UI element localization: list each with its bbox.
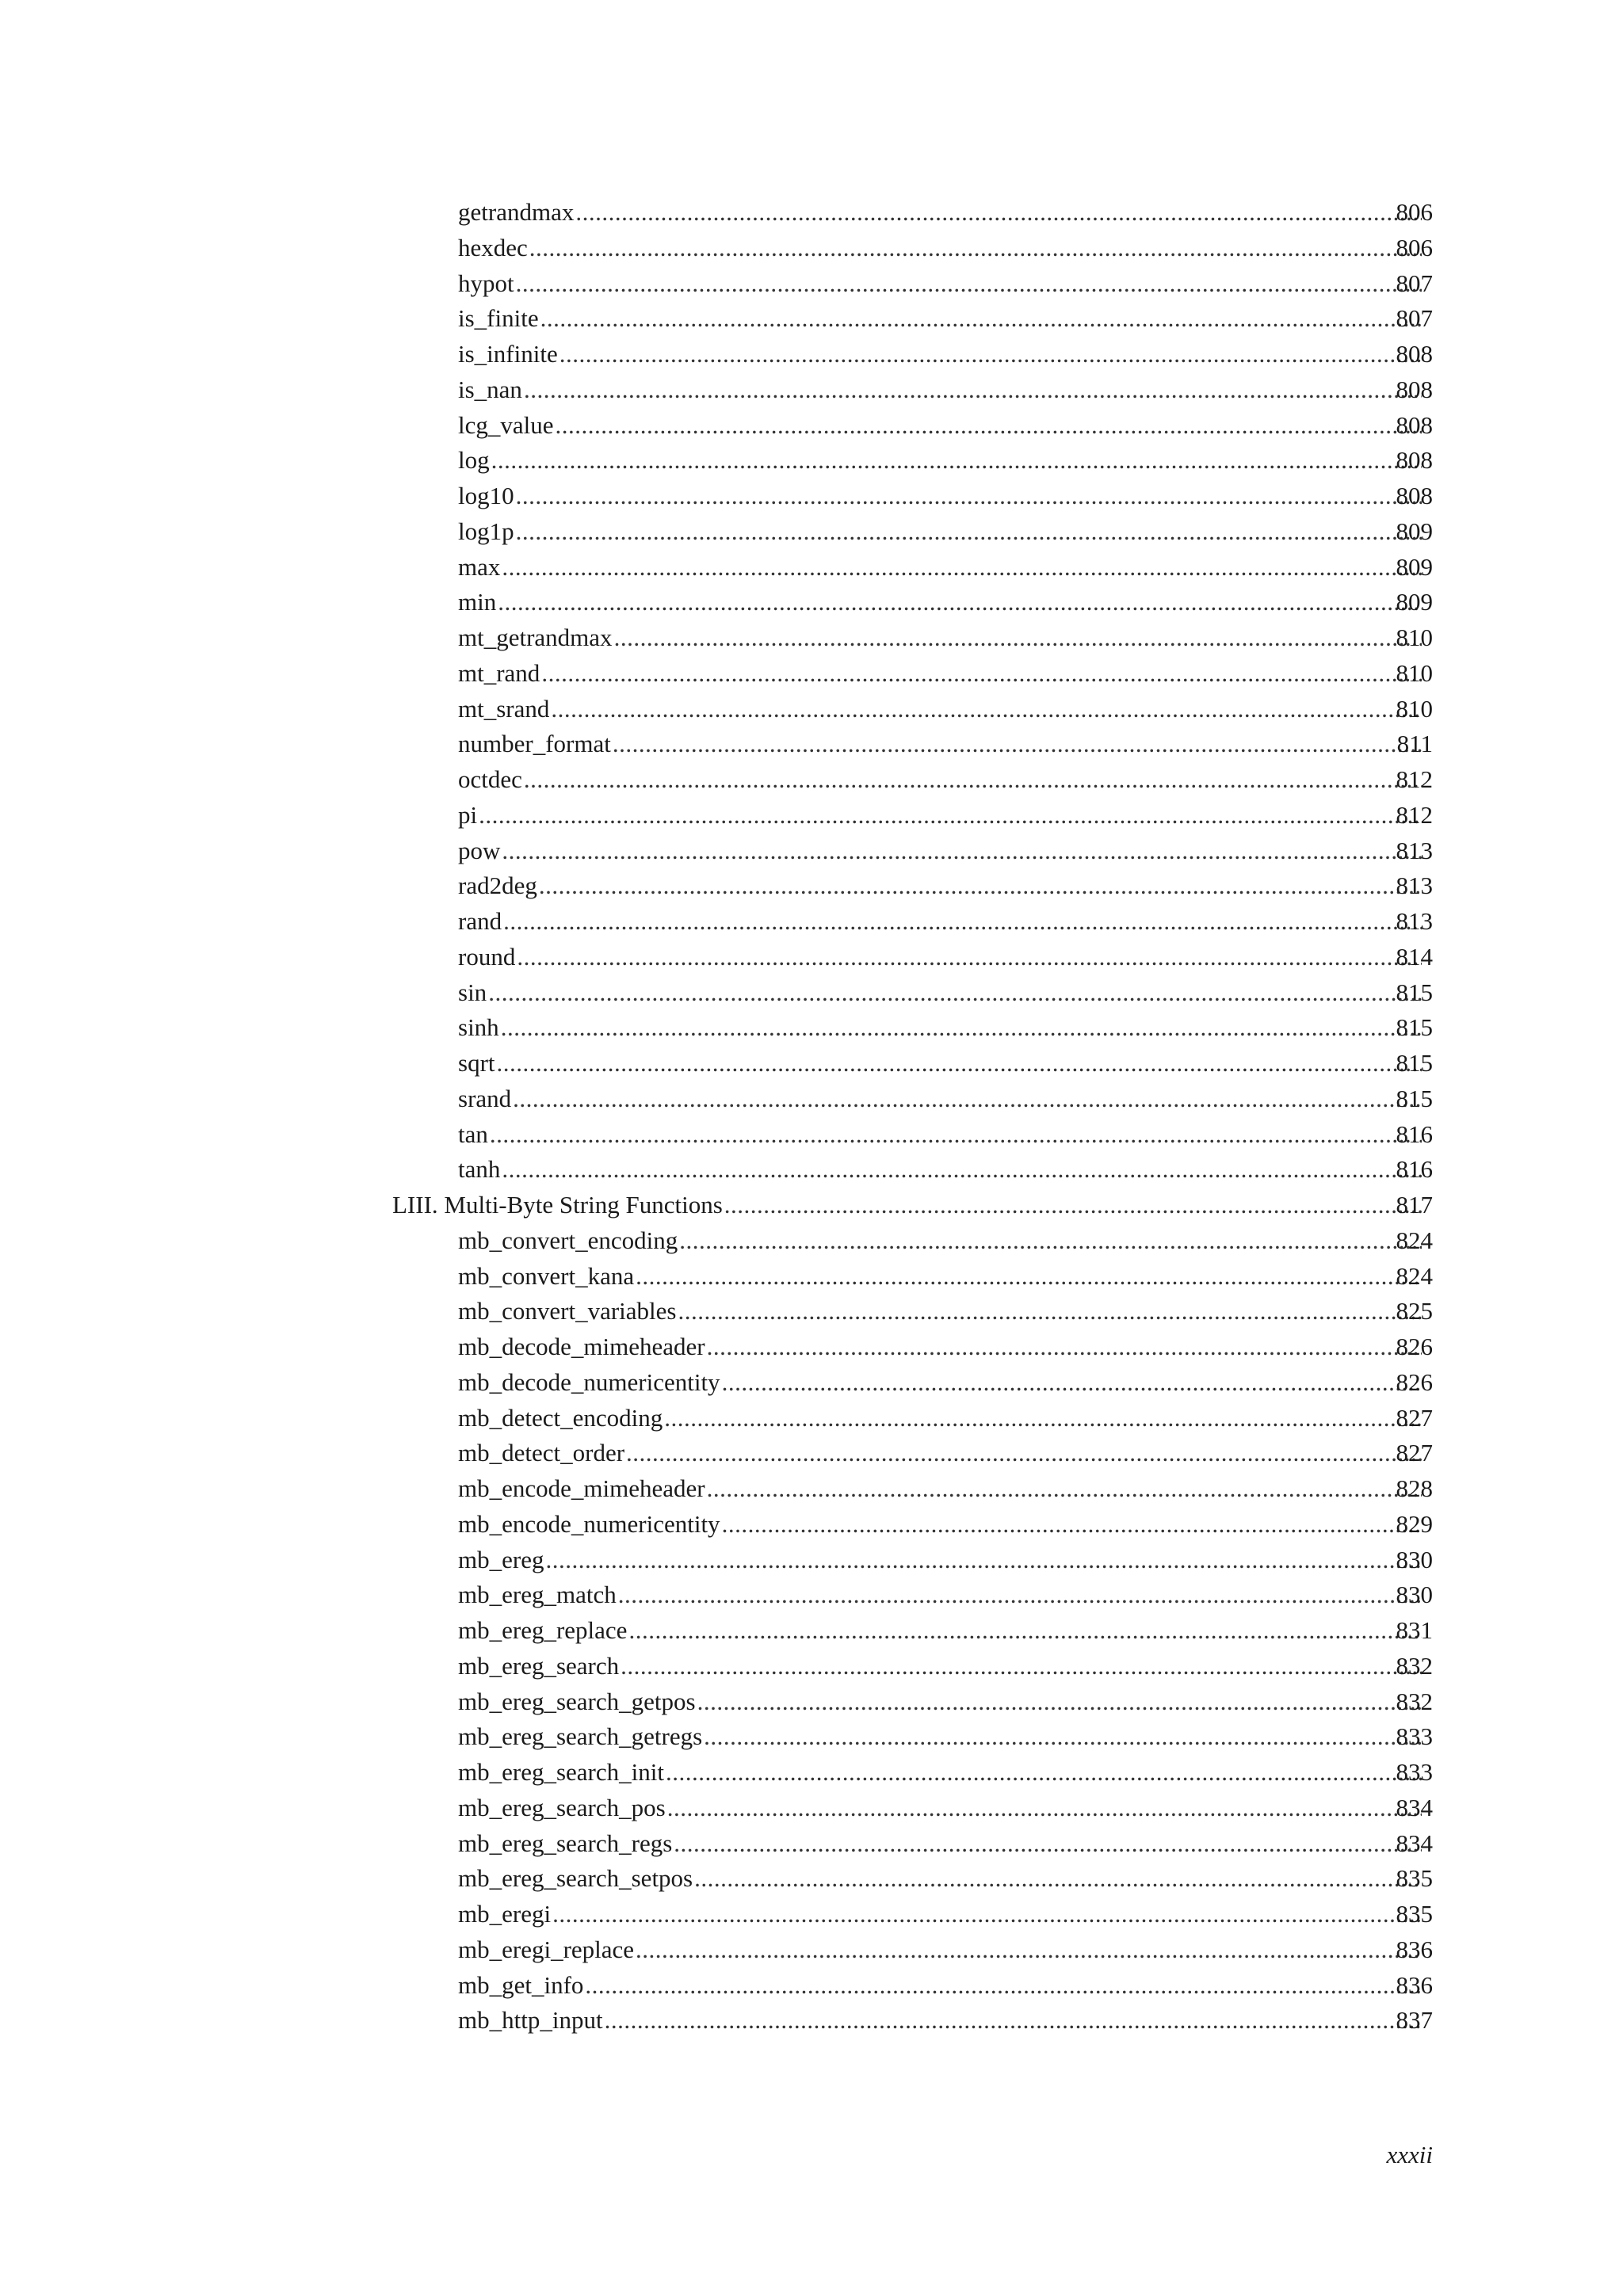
- toc-entry-title-row: [458, 904, 1425, 940]
- toc-entry-label: mb_ereg_search: [458, 1651, 620, 1680]
- dot-leader: [704, 1719, 1422, 1755]
- toc-entry-title-row: [458, 479, 1425, 514]
- toc-entry-label: mb_ereg_search_setpos: [458, 1864, 693, 1893]
- toc-entry-page-number: 832: [1396, 1651, 1433, 1680]
- toc-entry[interactable]: [0, 514, 1623, 550]
- toc-entry-label: mb_ereg: [458, 1545, 544, 1573]
- dot-leader: [539, 868, 1422, 904]
- toc-entry-page-number: 807: [1396, 304, 1433, 333]
- toc-entry-title-row: [458, 868, 1425, 904]
- toc-entry-title-row: [458, 692, 1425, 727]
- toc-entry-label: mb_detect_encoding: [458, 1403, 663, 1432]
- toc-entry-page-number: 828: [1396, 1474, 1433, 1502]
- toc-entry-label: mb_ereg_search_regs: [458, 1829, 673, 1857]
- toc-entry[interactable]: [0, 585, 1623, 620]
- toc-entry-label: mb_convert_encoding: [458, 1226, 678, 1254]
- toc-entry-label: mb_ereg_search_pos: [458, 1793, 666, 1821]
- toc-entry-label: mb_ereg_match: [458, 1581, 617, 1609]
- toc-entry-page-number: 824: [1396, 1261, 1433, 1290]
- toc-entry-title-row: [458, 266, 1425, 302]
- toc-entry-page-number: 811: [1396, 730, 1433, 758]
- toc-entry-label: mt_getrandmax: [458, 624, 613, 651]
- toc-entry-page-number: 836: [1396, 1970, 1433, 1999]
- toc-entry[interactable]: [0, 727, 1623, 762]
- dot-leader: [694, 1861, 1422, 1897]
- toc-entry[interactable]: [0, 904, 1623, 940]
- toc-entry-label: round: [458, 942, 516, 971]
- toc-entry-page-number: 825: [1396, 1297, 1433, 1325]
- toc-entry-page-number: 808: [1396, 482, 1433, 509]
- toc-entry-title-row: [458, 1968, 1425, 2004]
- toc-entry-title-row: [458, 656, 1425, 692]
- toc-entry-title-row: [458, 1152, 1425, 1188]
- toc-entry-page-number: 827: [1396, 1403, 1433, 1432]
- dot-leader: [621, 1649, 1422, 1684]
- toc-entry-title-row: [458, 585, 1425, 620]
- dot-leader: [556, 408, 1422, 444]
- toc-entry[interactable]: [0, 1791, 1623, 1826]
- dot-leader: [614, 620, 1422, 656]
- toc-entry-label: mb_eregi: [458, 1900, 552, 1928]
- toc-entry-title-row: [458, 1259, 1425, 1295]
- toc-entry-title-row: [458, 1046, 1425, 1081]
- toc-entry-title-row: [458, 940, 1425, 975]
- toc-entry[interactable]: [0, 1010, 1623, 1046]
- dot-leader: [524, 372, 1422, 408]
- toc-entry[interactable]: [0, 372, 1623, 408]
- toc-entry[interactable]: [0, 833, 1623, 869]
- dot-leader: [674, 1826, 1422, 1862]
- toc-entry[interactable]: [0, 1613, 1623, 1649]
- dot-leader: [628, 1613, 1422, 1649]
- toc-entry-page-number: 809: [1396, 552, 1433, 581]
- toc-entry[interactable]: [0, 266, 1623, 302]
- toc-entry-label: tanh: [458, 1155, 501, 1184]
- toc-entry-page-number: 813: [1396, 836, 1433, 864]
- toc-entry-label: pi: [458, 800, 478, 829]
- toc-entry-label: mb_convert_variables: [458, 1297, 677, 1325]
- dot-leader: [516, 266, 1422, 302]
- toc-entry[interactable]: [0, 868, 1623, 904]
- toc-entry[interactable]: [0, 1365, 1623, 1401]
- toc-entry[interactable]: [0, 1259, 1623, 1295]
- toc-entry[interactable]: [0, 1046, 1623, 1081]
- toc-entry-title-row: [458, 195, 1425, 231]
- toc-entry-label: sqrt: [458, 1049, 495, 1077]
- toc-entry[interactable]: [0, 940, 1623, 975]
- toc-entry-label: min: [458, 588, 497, 616]
- toc-entry[interactable]: [0, 656, 1623, 692]
- toc-entry-label: lcg_value: [458, 410, 554, 439]
- toc-entry-label: is_finite: [458, 304, 539, 333]
- toc-entry-page-number: 834: [1396, 1829, 1433, 1857]
- toc-entry-page-number: 815: [1396, 1049, 1433, 1077]
- toc-entry-page-number: 813: [1396, 871, 1433, 900]
- toc-entry-label: mb_http_input: [458, 2006, 603, 2035]
- toc-entry[interactable]: [0, 1897, 1623, 1932]
- toc-entry[interactable]: [0, 1932, 1623, 1968]
- toc-entry[interactable]: [0, 1577, 1623, 1613]
- dot-leader: [541, 656, 1422, 692]
- toc-entry-title-row: [458, 1577, 1425, 1613]
- toc-entry-label: tan: [458, 1119, 488, 1148]
- toc-entry[interactable]: [0, 620, 1623, 656]
- toc-entry-label: rand: [458, 907, 502, 935]
- toc-entry-page-number: 826: [1396, 1367, 1433, 1396]
- dot-leader: [667, 1791, 1422, 1826]
- toc-entry-page-number: 836: [1396, 1935, 1433, 1963]
- toc-entry-title-row: [458, 231, 1425, 266]
- dot-leader: [626, 1436, 1422, 1471]
- toc-entry-title-row: [458, 337, 1425, 372]
- toc-entry[interactable]: [0, 1861, 1623, 1897]
- toc-entry-label: mb_ereg_search_getpos: [458, 1687, 696, 1715]
- toc-entry-label: log: [458, 446, 490, 475]
- toc-entry-title-row: [458, 1294, 1425, 1329]
- dot-leader: [502, 833, 1422, 869]
- toc-entry[interactable]: [0, 1649, 1623, 1684]
- toc-entry[interactable]: [0, 2003, 1623, 2039]
- dot-leader: [697, 1684, 1422, 1720]
- toc-entry-page-number: 810: [1396, 658, 1433, 687]
- toc-entry-title-row: [458, 1401, 1425, 1436]
- dot-leader: [552, 1897, 1422, 1932]
- toc-entry-page-number: 815: [1396, 1084, 1433, 1112]
- toc-entry[interactable]: [0, 231, 1623, 266]
- dot-leader: [490, 1117, 1422, 1153]
- toc-entry-page-number: 815: [1396, 978, 1433, 1006]
- toc-entry-label: rad2deg: [458, 871, 537, 900]
- dot-leader: [513, 1081, 1422, 1117]
- dot-leader: [529, 231, 1422, 266]
- dot-leader: [613, 727, 1422, 762]
- dot-leader: [517, 940, 1422, 975]
- toc-entry-title-row: [458, 833, 1425, 869]
- dot-leader: [516, 514, 1422, 550]
- page-number-footer: xxxii: [1386, 2141, 1433, 2168]
- toc-entry-page-number: 810: [1396, 624, 1433, 651]
- toc-entry-title-row: [458, 975, 1425, 1011]
- dot-leader: [524, 762, 1422, 798]
- dot-leader: [516, 479, 1422, 514]
- toc-entry-label: is_infinite: [458, 340, 558, 368]
- toc-entry-label: mb_encode_mimeheader: [458, 1474, 705, 1502]
- toc-entry-page-number: 835: [1396, 1864, 1433, 1893]
- dot-leader: [491, 443, 1422, 479]
- toc-entry-page-number: 815: [1396, 1013, 1433, 1042]
- dot-leader: [540, 301, 1422, 337]
- toc-entry-label: log1p: [458, 517, 514, 545]
- dot-leader: [678, 1294, 1422, 1329]
- toc-entry-label: mb_decode_numericentity: [458, 1367, 720, 1396]
- toc-entry-title-row: [458, 1755, 1425, 1791]
- toc-entry-label: mb_eregi_replace: [458, 1935, 635, 1963]
- toc-entry-page-number: 831: [1396, 1616, 1433, 1644]
- toc-entry-page-number: 832: [1396, 1687, 1433, 1715]
- toc-entry-label: mb_get_info: [458, 1970, 584, 1999]
- toc-entry[interactable]: [0, 975, 1623, 1011]
- toc-entry-title-row: [458, 762, 1425, 798]
- toc-entry-page-number: 826: [1396, 1333, 1433, 1360]
- dot-leader: [666, 1755, 1422, 1791]
- toc-entry-page-number: 808: [1396, 375, 1433, 403]
- toc-entry-page-number: 813: [1396, 907, 1433, 935]
- dot-leader: [585, 1968, 1422, 2004]
- dot-leader: [501, 1010, 1422, 1046]
- toc-entry-label: pow: [458, 836, 501, 864]
- toc-entry[interactable]: [0, 1329, 1623, 1365]
- toc-entry-label: hypot: [458, 269, 514, 297]
- toc-entry-page-number: 817: [1396, 1191, 1433, 1219]
- toc-entry-title-row: [458, 2003, 1425, 2039]
- toc-entry-title-row: [458, 514, 1425, 550]
- toc-entry-title-row: [458, 1081, 1425, 1117]
- toc-entry-label: mb_decode_mimeheader: [458, 1333, 705, 1360]
- toc-entry[interactable]: [0, 1968, 1623, 2004]
- toc-entry-page-number: 812: [1396, 800, 1433, 829]
- toc-entry-label: number_format: [458, 730, 611, 758]
- toc-entry-page-number: 829: [1396, 1509, 1433, 1538]
- toc-entry-title-row: [392, 1188, 1425, 1223]
- toc-entry-page-number: 807: [1396, 269, 1433, 297]
- toc-entry-title-row: [458, 1507, 1425, 1543]
- toc-entry-title-row: [458, 301, 1425, 337]
- toc-entry-label: mb_ereg_search_getregs: [458, 1722, 703, 1751]
- toc-entry-page-number: 810: [1396, 694, 1433, 723]
- toc-entry[interactable]: [0, 1117, 1623, 1153]
- toc-entry-label: srand: [458, 1084, 512, 1112]
- toc-entry[interactable]: [0, 1294, 1623, 1329]
- toc-entry-page-number: 808: [1396, 446, 1433, 475]
- toc-entry-title-row: [458, 798, 1425, 833]
- dot-leader: [545, 1543, 1422, 1578]
- toc-entry[interactable]: [0, 1223, 1623, 1259]
- toc-entry[interactable]: [0, 1719, 1623, 1755]
- toc-entry[interactable]: [0, 1543, 1623, 1578]
- toc-entry-page-number: 816: [1396, 1155, 1433, 1184]
- toc-entry-page-number: 806: [1396, 198, 1433, 226]
- toc-entry-title-row: [458, 1897, 1425, 1932]
- toc-entry-label: mb_convert_kana: [458, 1261, 635, 1290]
- toc-entry-label: getrandmax: [458, 198, 575, 226]
- dot-leader: [679, 1223, 1422, 1259]
- dot-leader: [664, 1401, 1422, 1436]
- toc-entry-label: mb_detect_order: [458, 1439, 625, 1467]
- toc-entry-page-number: 809: [1396, 588, 1433, 616]
- toc-entry[interactable]: [0, 1152, 1623, 1188]
- toc-entry[interactable]: [0, 1826, 1623, 1862]
- toc-entry-title-row: [458, 1861, 1425, 1897]
- toc-entry-page-number: 812: [1396, 765, 1433, 793]
- toc-entry[interactable]: [0, 1755, 1623, 1791]
- toc-entry[interactable]: [0, 1471, 1623, 1507]
- toc-entry-label: hexdec: [458, 233, 528, 261]
- toc-entry-page-number: 837: [1396, 2006, 1433, 2035]
- toc-entry-page-number: 830: [1396, 1581, 1433, 1609]
- dot-leader: [636, 1932, 1422, 1968]
- toc-entry[interactable]: [0, 337, 1623, 372]
- dot-leader: [502, 1152, 1422, 1188]
- toc-entry[interactable]: [0, 1081, 1623, 1117]
- toc-entry-page-number: 824: [1396, 1226, 1433, 1254]
- dot-leader: [488, 975, 1422, 1011]
- toc-entry-title-row: [458, 408, 1425, 444]
- toc-entry-label: mb_encode_numericentity: [458, 1509, 720, 1538]
- toc-entry-page-number: 830: [1396, 1545, 1433, 1573]
- toc-entry-title-row: [458, 372, 1425, 408]
- toc-entry-label: sin: [458, 978, 487, 1006]
- toc-entry-title-row: [458, 550, 1425, 585]
- dot-leader: [722, 1507, 1422, 1543]
- dot-leader: [503, 904, 1422, 940]
- toc-entry-title-row: [458, 1329, 1425, 1365]
- toc-entry[interactable]: [0, 1401, 1623, 1436]
- toc-entry-title-row: [458, 1223, 1425, 1259]
- toc-entry-label: mt_rand: [458, 658, 540, 687]
- toc-entry-page-number: 834: [1396, 1793, 1433, 1821]
- toc-entry-title-row: [458, 1719, 1425, 1755]
- toc-entry[interactable]: [0, 408, 1623, 444]
- toc-entry-title-row: [458, 1684, 1425, 1720]
- toc-entry-page-number: 808: [1396, 340, 1433, 368]
- toc-entry-title-row: [458, 1117, 1425, 1153]
- toc-entry-label: is_nan: [458, 375, 522, 403]
- dot-leader: [707, 1471, 1422, 1507]
- dot-leader: [636, 1259, 1422, 1295]
- toc-entry-label: max: [458, 552, 501, 581]
- toc-entry-page-number: 806: [1396, 233, 1433, 261]
- toc-entry-title-row: [458, 1613, 1425, 1649]
- toc-entry-title-row: [458, 1826, 1425, 1862]
- toc-entry[interactable]: [0, 1436, 1623, 1471]
- dot-leader: [722, 1365, 1422, 1401]
- toc-entry-label: octdec: [458, 765, 522, 793]
- dot-leader: [498, 585, 1422, 620]
- toc-entry-page-number: 808: [1396, 410, 1433, 439]
- toc-entry-title-row: [458, 620, 1425, 656]
- toc-entry-label: LIII. Multi-Byte String Functions: [392, 1191, 723, 1219]
- toc-entry-page-number: 816: [1396, 1119, 1433, 1148]
- dot-leader: [559, 337, 1422, 372]
- toc-entry-page-number: 827: [1396, 1439, 1433, 1467]
- dot-leader: [618, 1577, 1422, 1613]
- toc-entry-title-row: [458, 1649, 1425, 1684]
- toc-entry[interactable]: [0, 195, 1623, 231]
- toc-entry[interactable]: [0, 798, 1623, 833]
- toc-entry-title-row: [458, 727, 1425, 762]
- dot-leader: [479, 798, 1422, 833]
- toc-entry[interactable]: [0, 1507, 1623, 1543]
- toc-entry-page-number: 835: [1396, 1900, 1433, 1928]
- dot-leader: [575, 195, 1422, 231]
- toc-entry-label: mb_ereg_search_init: [458, 1758, 664, 1786]
- dot-leader: [724, 1188, 1422, 1223]
- toc-entry-title-row: [458, 1436, 1425, 1471]
- toc-chapter-entry[interactable]: [0, 1188, 1623, 1223]
- toc-entry-page-number: 833: [1396, 1758, 1433, 1786]
- toc-entry-page-number: 809: [1396, 517, 1433, 545]
- dot-leader: [605, 2003, 1422, 2039]
- toc-entry-label: mt_srand: [458, 694, 550, 723]
- toc-entry[interactable]: [0, 550, 1623, 585]
- dot-leader: [707, 1329, 1422, 1365]
- dot-leader: [551, 692, 1422, 727]
- toc-entry-page-number: 833: [1396, 1722, 1433, 1751]
- toc-entry[interactable]: [0, 443, 1623, 479]
- toc-entry[interactable]: [0, 479, 1623, 514]
- toc-entry-label: sinh: [458, 1013, 499, 1042]
- toc-entry-title-row: [458, 1543, 1425, 1578]
- table-of-contents: [0, 195, 1623, 2039]
- toc-entry[interactable]: [0, 301, 1623, 337]
- toc-entry-label: log10: [458, 482, 514, 509]
- toc-entry-title-row: [458, 443, 1425, 479]
- dot-leader: [497, 1046, 1423, 1081]
- toc-entry[interactable]: [0, 1684, 1623, 1720]
- toc-entry-title-row: [458, 1010, 1425, 1046]
- toc-entry[interactable]: [0, 692, 1623, 727]
- dot-leader: [502, 550, 1422, 585]
- toc-entry-title-row: [458, 1932, 1425, 1968]
- toc-entry-title-row: [458, 1791, 1425, 1826]
- toc-entry-title-row: [458, 1471, 1425, 1507]
- toc-entry-title-row: [458, 1365, 1425, 1401]
- toc-entry[interactable]: [0, 762, 1623, 798]
- toc-entry-page-number: 814: [1396, 942, 1433, 971]
- toc-entry-label: mb_ereg_replace: [458, 1616, 628, 1644]
